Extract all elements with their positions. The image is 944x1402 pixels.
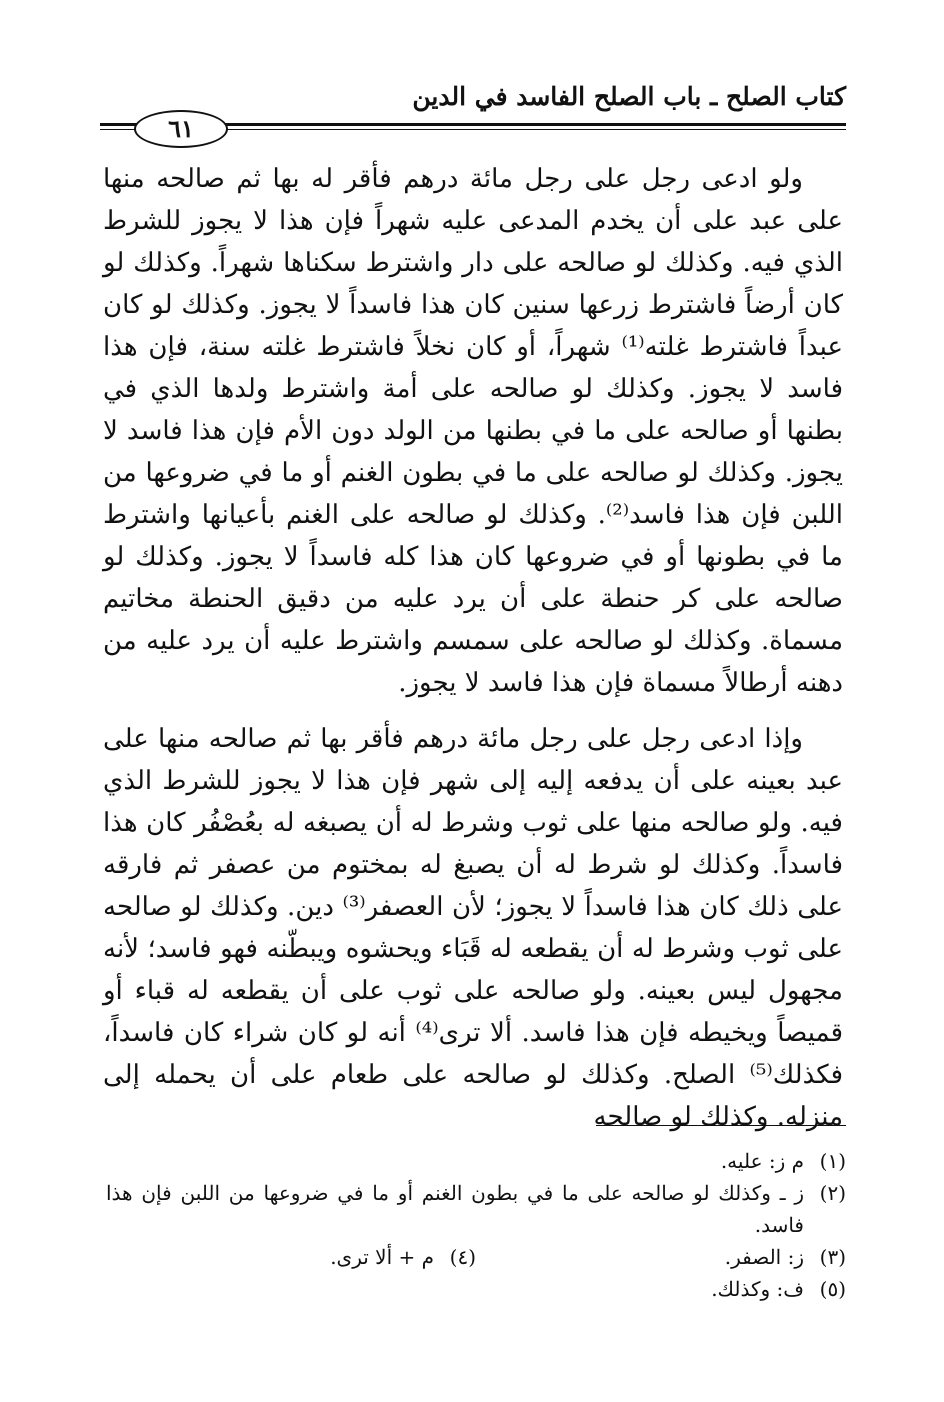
footnote-text: م ز: عليه. bbox=[720, 1149, 804, 1173]
footnote-row bbox=[106, 1241, 846, 1273]
footnote-text: م + ألا ترى. bbox=[330, 1245, 434, 1269]
main-text bbox=[103, 158, 843, 1138]
footnote-1 bbox=[106, 1145, 846, 1177]
footnote-2 bbox=[106, 1177, 846, 1241]
footnote-text: ف: وكذلك. bbox=[711, 1277, 804, 1301]
paragraph-2: وإذا ادعى رجل على رجل مائة درهم فأقر بها ثم صالحه منها على عبد بعينه على أن يدفعه إليه إلى شهر فإن هذا لا يجوز للشرط الذي فيه. ولو صالحه منها على ثوب وشرط له أن يصبغه له بعُصْفُر كان هذا فاسداً. وكذلك لو شرط له أن يصبغ له بمختوم من عصفر ثم فارقه على ذلك كان هذا فاسداً لا يجوز؛ لأن العصفر⁽³⁾ دين. وكذلك لو صالحه على ثوب وشرط له أن يقطعه له قَبَاء ويحشوه ويبطّنه فهو فاسد؛ لأنه مجهول ليس بعينه. ولو صالحه على ثوب على أن يقطعه له قباء أو قميصاً ويخيطه فإن هذا فاسد. ألا ترى⁽⁴⁾ أنه لو كان شراء كان فاسداً، فكذلك⁽⁵⁾ الصلح. وكذلك لو صالحه على طعام على أن يحمله إلى منزله. وكذلك لو صالحه bbox=[103, 724, 843, 1132]
footnote-number: (١) bbox=[819, 1149, 846, 1173]
page-number: ٦١ bbox=[134, 110, 228, 148]
footnote-number: (٢) bbox=[819, 1181, 846, 1205]
footnote-separator bbox=[596, 1125, 846, 1126]
footnote-number: (٣) bbox=[819, 1245, 846, 1269]
footnote-text: ز ـ وكذلك لو صالحه على ما في بطون الغنم أو ما في ضروعها من اللبن فإن هذا فاسد. bbox=[106, 1181, 804, 1237]
footnote-5 bbox=[106, 1273, 846, 1305]
footnotes bbox=[106, 1145, 846, 1305]
running-header: كتاب الصلح ـ باب الصلح الفاسد في الدين bbox=[412, 82, 846, 111]
paragraph-1: ولو ادعى رجل على رجل مائة درهم فأقر له بها ثم صالحه منها على عبد على أن يخدم المدعى عليه شهراً فإن هذا لا يجوز للشرط الذي فيه. وكذلك لو صالحه على دار واشترط سكناها شهراً. وكذلك لو كان أرضاً فاشترط زرعها سنين كان هذا فاسداً لا يجوز. وكذلك لو كان عبداً فاشترط غلته⁽¹⁾ شهراً، أو كان نخلاً فاشترط غلته سنة، فإن هذا فاسد لا يجوز. وكذلك لو صالحه على أمة واشترط ولدها الذي في بطنها أو صالحه على ما في بطنها من الولد دون الأم فإن هذا فاسد لا يجوز. وكذلك لو صالحه على ما في بطون الغنم أو ما في ضروعها من اللبن فإن هذا فاسد⁽²⁾. وكذلك لو صالحه على الغنم بأعيانها واشترط ما في بطونها أو في ضروعها كان هذا كله فاسداً لا يجوز. وكذلك لو صالحه على كر حنطة على أن يرد عليه من دقيق الحنطة مخاتيم مسماة. وكذلك لو صالحه على سمسم واشترط عليه أن يرد عليه من دهنه أرطالاً مسماة فإن هذا فاسد لا يجوز. bbox=[103, 164, 843, 698]
footnote-number: (٥) bbox=[819, 1277, 846, 1301]
footnote-number: (٤) bbox=[449, 1245, 476, 1269]
footnote-4 bbox=[106, 1241, 476, 1273]
header-rule bbox=[218, 123, 846, 130]
footnote-3 bbox=[476, 1241, 846, 1273]
footnote-text: ز: الصفر. bbox=[724, 1245, 804, 1269]
